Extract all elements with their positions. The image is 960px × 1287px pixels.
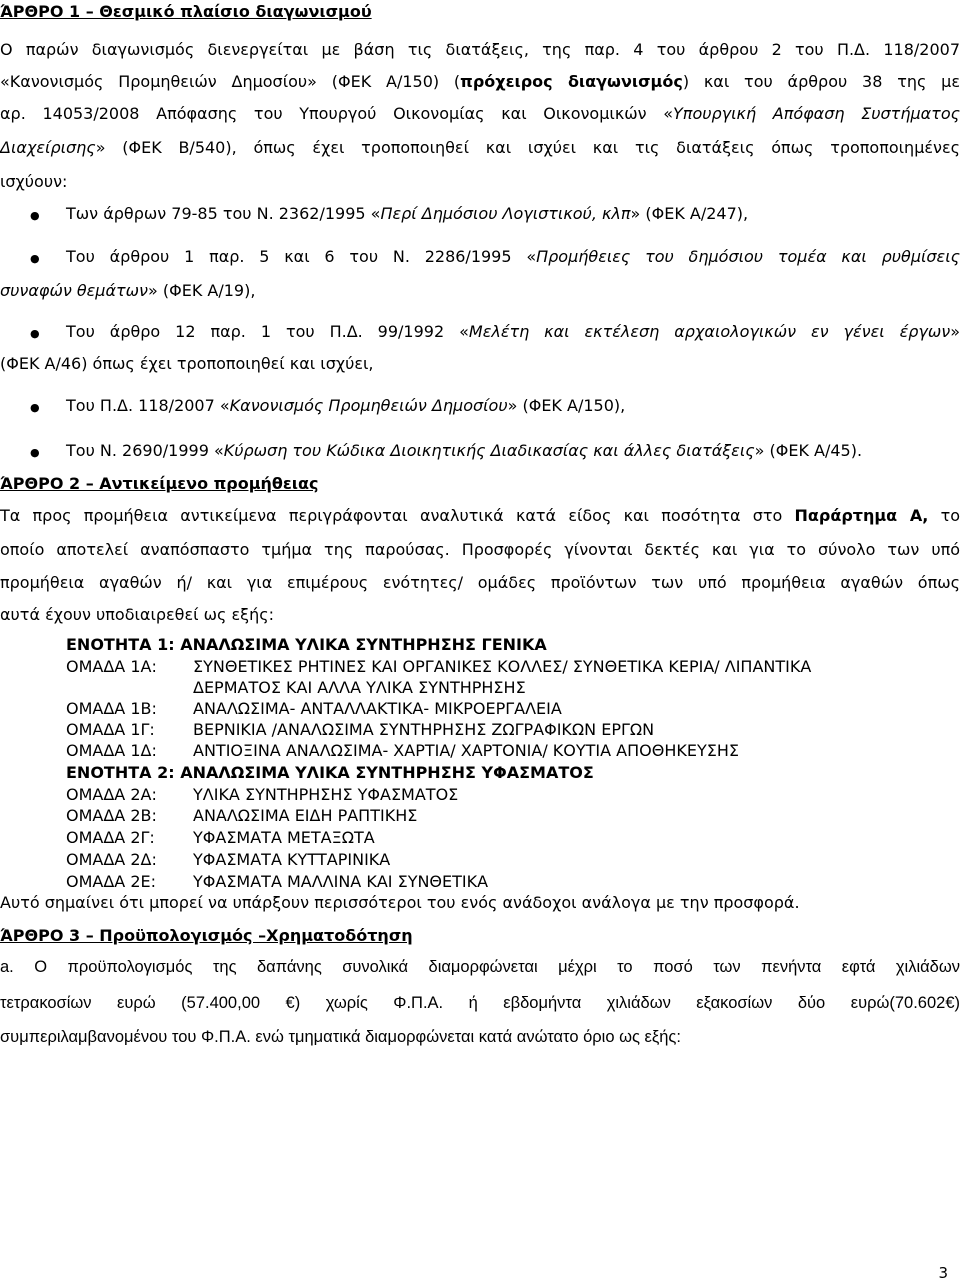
article-2-closing: Αυτό σημαίνει ότι μπορεί να υπάρξουν περισσότεροι του ενός ανάδοχοι ανάλογα με την προσφορά.: [0, 893, 800, 912]
article-2-heading: ΆΡΘΡΟ 2 – Αντικείμενο προμήθειας: [0, 474, 319, 493]
bullet-item-3-continued: (ΦΕΚ Α/46) όπως έχει τροποποιηθεί και ισχύει,: [0, 354, 374, 373]
group-1a-label: ΟΜΑΔΑ 1Α:: [66, 657, 157, 676]
group-1a-description-continued: ΔΕΡΜΑΤΟΣ ΚΑΙ ΑΛΛΑ ΥΛΙΚΑ ΣΥΝΤΗΡΗΣΗΣ: [193, 678, 526, 697]
group-1b-description: ΑΝΑΛΩΣΙΜΑ- ΑΝΤΑΛΛΑΚΤΙΚΑ- ΜΙΚΡΟΕΡΓΑΛΕΙΑ: [193, 699, 562, 718]
bullet-item-3: Του άρθρο 12 παρ. 1 του Π.Δ. 99/1992 «Μελέτη και εκτέλεση αρχαιολογικών εν γένει έργων»: [66, 322, 960, 341]
bullet-icon: ●: [30, 209, 40, 222]
group-2d-label: ΟΜΑΔΑ 2Δ:: [66, 850, 157, 869]
article-1-intro-line-4: Διαχείρισης» (ΦΕΚ Β/540), όπως έχει τροποποιηθεί και ισχύει και τις διατάξεις όπως τροποποιημένες: [0, 138, 960, 157]
group-2e-label: ΟΜΑΔΑ 2Ε:: [66, 872, 156, 891]
unit-2-heading: ΕΝΟΤΗΤΑ 2: ΑΝΑΛΩΣΙΜΑ ΥΛΙΚΑ ΣΥΝΤΗΡΗΣΗΣ ΥΦΑΣΜΑΤΟΣ: [66, 763, 594, 782]
group-2e-description: ΥΦΑΣΜΑΤΑ ΜΑΛΛΙΝΑ ΚΑΙ ΣΥΝΘΕΤΙΚΑ: [193, 872, 489, 891]
bullet-item-2-continued: συναφών θεμάτων» (ΦΕΚ Α/19),: [0, 281, 256, 300]
bullet-item-1: Των άρθρων 79-85 του Ν. 2362/1995 «Περί Δημόσιου Λογιστικού, κλπ» (ΦΕΚ Α/247),: [66, 204, 749, 223]
bullet-icon: ●: [30, 401, 40, 414]
group-2a-label: ΟΜΑΔΑ 2Α:: [66, 785, 157, 804]
group-2a-description: ΥΛΙΚΑ ΣΥΝΤΗΡΗΣΗΣ ΥΦΑΣΜΑΤΟΣ: [193, 785, 459, 804]
unit-1-heading: ΕΝΟΤΗΤΑ 1: ΑΝΑΛΩΣΙΜΑ ΥΛΙΚΑ ΣΥΝΤΗΡΗΣΗΣ ΓΕΝΙΚΑ: [66, 635, 547, 654]
group-1a-description: ΣΥΝΘΕΤΙΚΕΣ ΡΗΤΙΝΕΣ ΚΑΙ ΟΡΓΑΝΙΚΕΣ ΚΟΛΛΕΣ/ ΣΥΝΘΕΤΙΚΑ ΚΕΡΙΑ/ ΛΙΠΑΝΤΙΚΑ: [193, 657, 812, 676]
group-2c-label: ΟΜΑΔΑ 2Γ:: [66, 828, 155, 847]
bullet-item-2: Του άρθρου 1 παρ. 5 και 6 του Ν. 2286/1995 «Προμήθειες του δημόσιου τομέα και ρυθμίσεις: [66, 247, 960, 266]
group-1d-label: ΟΜΑΔΑ 1Δ:: [66, 741, 157, 760]
group-1c-label: ΟΜΑΔΑ 1Γ:: [66, 720, 155, 739]
page-number: 3: [938, 1264, 948, 1282]
bullet-icon: ●: [30, 252, 40, 265]
article-2-para-line-1: Τα προς προμήθεια αντικείμενα περιγράφονται αναλυτικά κατά είδος και ποσότητα στο Παράρτημα Α, το: [0, 506, 960, 525]
bullet-item-4: Του Π.Δ. 118/2007 «Κανονισμός Προμηθειών Δημοσίου» (ΦΕΚ Α/150),: [66, 396, 626, 415]
article-3-line-1: a. Ο προϋπολογισμός της δαπάνης συνολικά διαμορφώνεται μέχρι το ποσό των πενήντα εφτά χιλιάδων: [0, 958, 960, 976]
article-3-line-2: τετρακοσίων ευρώ (57.400,00 €) χωρίς Φ.Π.Α. ή εβδομήντα χιλιάδων εξακοσίων δύο ευρώ(70.602€): [0, 994, 960, 1012]
group-1b-label: ΟΜΑΔΑ 1Β:: [66, 699, 157, 718]
article-1-intro-line-1: Ο παρών διαγωνισμός διενεργείται με βάση τις διατάξεις, της παρ. 4 του άρθρου 2 του Π.Δ. 118/2007: [0, 40, 960, 59]
article-1-heading: ΆΡΘΡΟ 1 – Θεσμικό πλαίσιο διαγωνισμού: [0, 2, 372, 21]
article-3-heading: ΆΡΘΡΟ 3 – Προϋπολογισμός –Χρηματοδότηση: [0, 926, 413, 945]
group-2b-label: ΟΜΑΔΑ 2Β:: [66, 806, 157, 825]
article-2-para-line-3: προμήθεια αγαθών ή/ και για επιμέρους ενότητες/ ομάδες προϊόντων των υπό προμήθεια αγαθών όπως: [0, 573, 960, 592]
group-2b-description: ΑΝΑΛΩΣΙΜΑ ΕΙΔΗ ΡΑΠΤΙΚΗΣ: [193, 806, 418, 825]
group-2d-description: ΥΦΑΣΜΑΤΑ ΚΥΤΤΑΡΙΝΙΚΑ: [193, 850, 391, 869]
article-3-line-3: συμπεριλαμβανομένου του Φ.Π.Α. ενώ τμηματικά διαμορφώνεται κατά ανώτατο όριο ως εξής:: [0, 1028, 681, 1046]
group-2c-description: ΥΦΑΣΜΑΤΑ ΜΕΤΑΞΩΤΑ: [193, 828, 375, 847]
bullet-icon: ●: [30, 327, 40, 340]
article-1-intro-line-3: αρ. 14053/2008 Απόφασης του Υπουργού Οικονομίας και Οικονομικών «Υπουργική Απόφαση Συστήματος: [0, 104, 960, 123]
group-1c-description: ΒΕΡΝΙΚΙΑ /ΑΝΑΛΩΣΙΜΑ ΣΥΝΤΗΡΗΣΗΣ ΖΩΓΡΑΦΙΚΩΝ ΕΡΓΩΝ: [193, 720, 655, 739]
bullet-icon: ●: [30, 446, 40, 459]
article-2-para-line-2: οποίο αποτελεί αναπόσπαστο τμήμα της παρούσας. Προσφορές γίνονται δεκτές και για το σύνολο των υπό: [0, 540, 960, 559]
article-1-intro-line-2: «Κανονισμός Προμηθειών Δημοσίου» (ΦΕΚ Α/150) (πρόχειρος διαγωνισμός) και του άρθρου 38 της με: [0, 72, 960, 91]
article-1-intro-line-5: ισχύουν:: [0, 172, 68, 191]
bullet-item-5: Του Ν. 2690/1999 «Κύρωση του Κώδικα Διοικητικής Διαδικασίας και άλλες διατάξεις» (ΦΕΚ Α/45).: [66, 441, 863, 460]
article-2-para-line-4: αυτά έχουν υποδιαιρεθεί ως εξής:: [0, 605, 274, 624]
group-1d-description: ΑΝΤΙΟΞΙΝΑ ΑΝΑΛΩΣΙΜΑ- ΧΑΡΤΙΑ/ ΧΑΡΤΟΝΙΑ/ ΚΟΥΤΙΑ ΑΠΟΘΗΚΕΥΣΗΣ: [193, 741, 739, 760]
